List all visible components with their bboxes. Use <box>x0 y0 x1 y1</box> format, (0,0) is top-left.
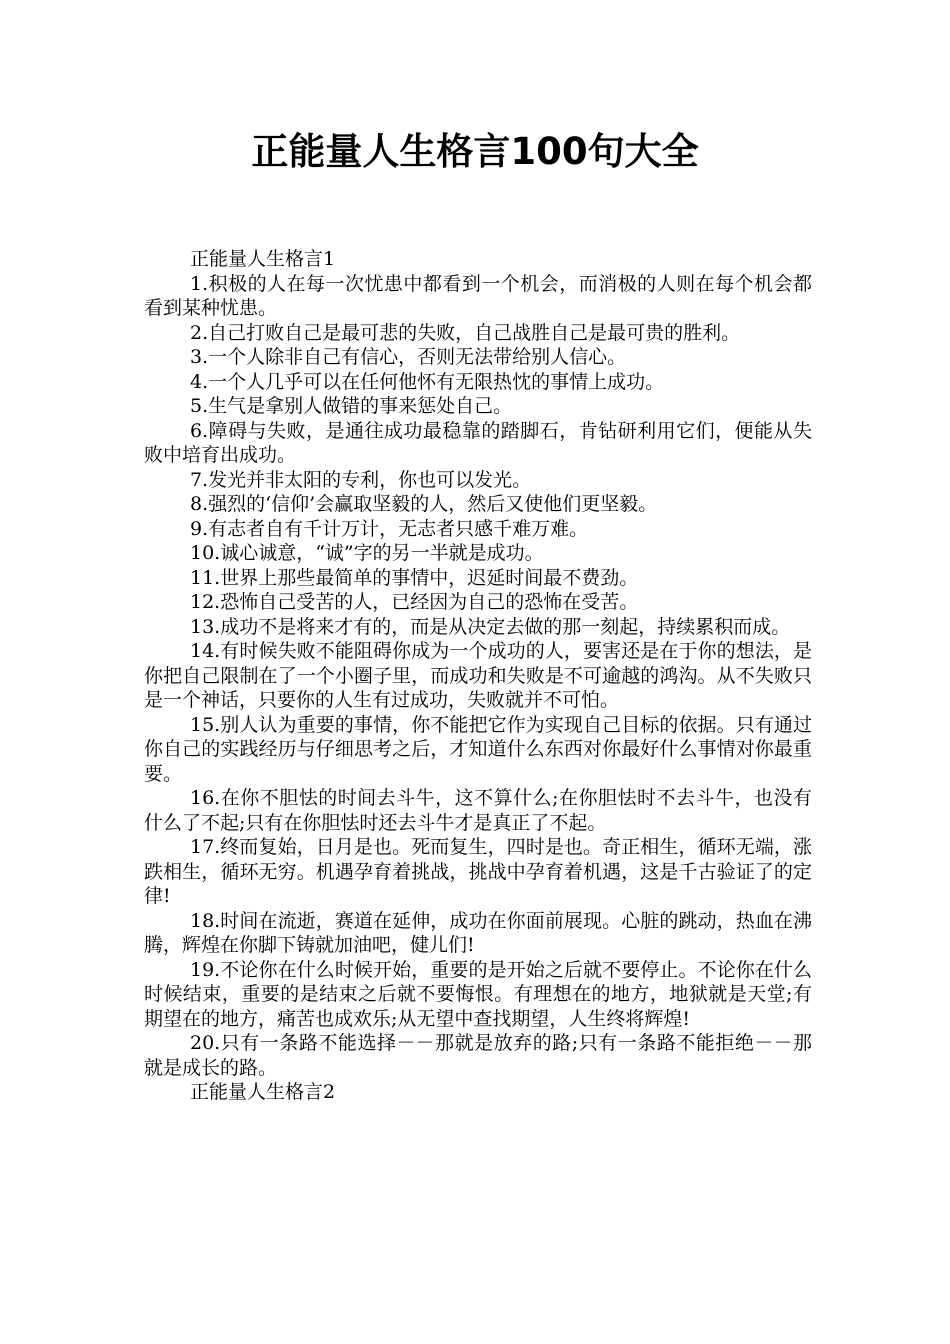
quote-paragraph: 9.有志者自有千计万计，无志者只感千难万难。 <box>190 517 589 540</box>
quote-paragraph: 19.不论你在什么时候开始，重要的是开始之后就不要停止。不论你在什么时候结束，重要的是结束之后就不要悔恨。有理想在的地方，地狱就是天堂;有期望在的地方，痛苦也成欢乐;从无望中查找期望，人生终将辉煌! <box>144 958 812 1030</box>
section-heading: 正能量人生格言1 <box>190 248 336 270</box>
quote-paragraph: 15.别人认为重要的事情，你不能把它作为实现自己目标的依据。只有通过你自己的实践经历与仔细思考之后，才知道什么东西对你最好什么事情对你最重要。 <box>144 713 812 785</box>
quote-paragraph: 13.成功不是将来才有的，而是从决定去做的那一刻起，持续累积而成。 <box>190 615 791 638</box>
quote-paragraph: 7.发光并非太阳的专利，你也可以发光。 <box>190 468 532 491</box>
quote-paragraph: 4.一个人几乎可以在任何他怀有无限热忱的事情上成功。 <box>190 370 665 393</box>
quote-paragraph: 6.障碍与失败，是通往成功最稳靠的踏脚石，肯钻研利用它们，便能从失败中培育出成功。 <box>144 419 812 466</box>
quote-paragraph: 12.恐怖自己受苦的人，已经因为自己的恐怖在受苦。 <box>190 591 639 613</box>
document-title: 正能量人生格言100句大全 <box>251 130 699 173</box>
quote-paragraph: 5.生气是拿别人做错的事来惩处自己。 <box>190 395 513 417</box>
quote-paragraph: 2.自己打败自己是最可悲的失败，自己战胜自己是最可贵的胜利。 <box>190 321 741 344</box>
quote-paragraph: 1.积极的人在每一次忧患中都看到一个机会，而消极的人则在每个机会都看到某种忧患。 <box>144 272 812 319</box>
quote-paragraph: 14.有时候失败不能阻碍你成为一个成功的人，要害还是在于你的想法，是你把自己限制在了一个小圈子里，而成功和失败是不可逾越的鸿沟。从不失败只是一个神话，只要你的人生有过成功，失败就并不可怕。 <box>144 640 812 711</box>
quote-paragraph: 16.在你不胆怯的时间去斗牛，这不算什么;在你胆怯时不去斗牛，也没有什么了不起;只有在你胆怯时还去斗牛才是真正了不起。 <box>144 787 812 834</box>
document-body <box>144 247 812 1105</box>
section-heading: 正能量人生格言2 <box>190 1081 336 1103</box>
quote-paragraph: 8.强烈的‘信仰’会赢取坚毅的人，然后又使他们更坚毅。 <box>190 493 658 515</box>
quote-paragraph: 3.一个人除非自己有信心，否则无法带给别人信心。 <box>190 346 627 368</box>
quote-paragraph: 17.终而复始，日月是也。死而复生，四时是也。奇正相生，循环无端，涨跌相生，循环无穷。机遇孕育着挑战，挑战中孕育着机遇，这是千古验证了的定律! <box>144 836 812 907</box>
quote-paragraph: 11.世界上那些最简单的事情中，迟延时间最不费劲。 <box>190 566 639 589</box>
quote-paragraph: 18.时间在流逝，赛道在延伸，成功在你面前展现。心脏的跳动，热血在沸腾，辉煌在你脚下铸就加油吧，健儿们! <box>144 909 812 956</box>
quote-paragraph: 10.诚心诚意，“诚”字的另一半就是成功。 <box>190 542 544 564</box>
quote-paragraph: 20.只有一条路不能选择－－那就是放弃的路;只有一条路不能拒绝－－那就是成长的路。 <box>144 1032 812 1079</box>
